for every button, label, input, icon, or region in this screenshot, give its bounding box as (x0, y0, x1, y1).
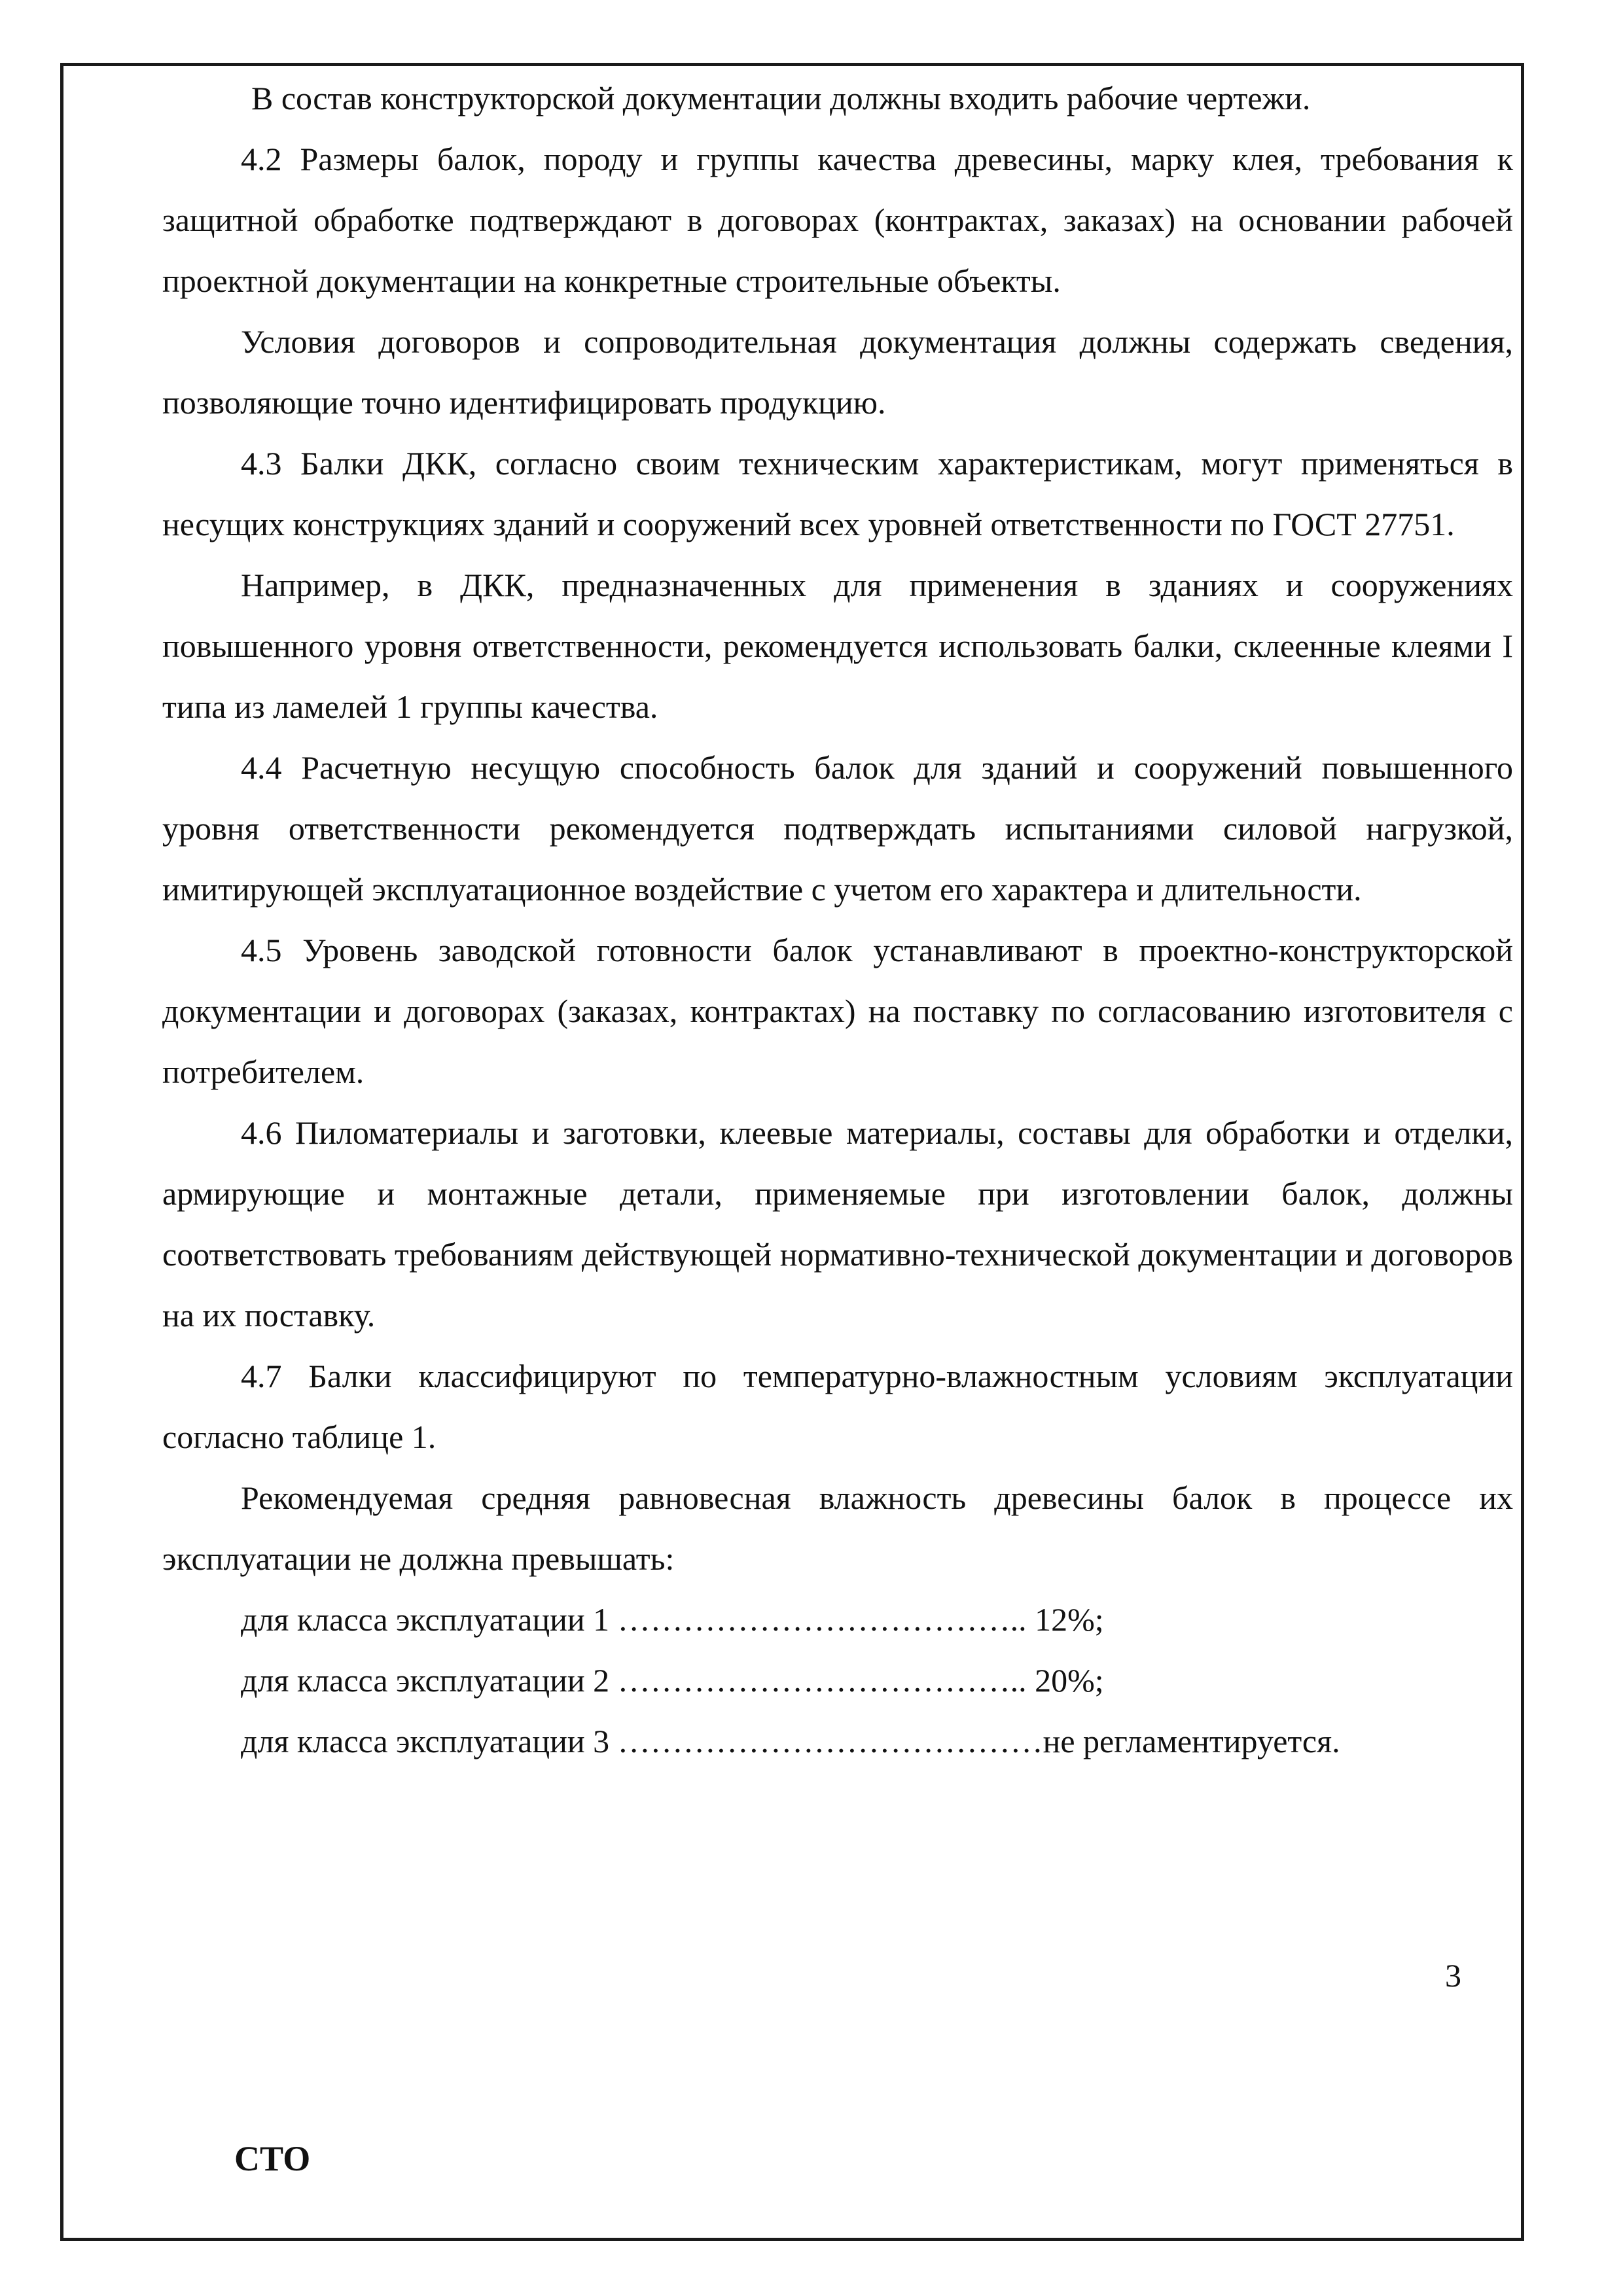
paragraph-contract-conditions: Условия договоров и сопроводительная документация должны содержать сведения, позволяющие точно идентифицировать продукцию. (162, 323, 1513, 421)
paragraph-moisture: Рекомендуемая средняя равновесная влажность древесины балок в процессе их эксплуатации не должна превышать: (162, 1479, 1513, 1577)
paragraph-4-7: 4.7 Балки классифицируют по температурно-влажностным условиям эксплуатации согласно таблице 1. (162, 1358, 1513, 1455)
moisture-list (162, 1589, 1513, 1772)
paragraph-example: Например, в ДКК, предназначенных для применения в зданиях и сооружениях повышенного уровня ответственности, рекомендуется использовать балки, склеенные клеями I типа из ламелей 1 группы качества. (162, 567, 1513, 725)
paragraph-4-2: 4.2 Размеры балок, породу и группы качества древесины, марку клея, требования к защитной обработке подтверждают в договорах (контрактах, заказах) на основании рабочей проектной документации на конкретные строительные объекты. (162, 141, 1513, 299)
footer-code: СТО (234, 2139, 311, 2178)
list-item: для класса эксплуатации 2 ……………………………….. 20%; (241, 1662, 1104, 1699)
paragraph-4-3: 4.3 Балки ДКК, согласно своим техническим характеристикам, могут применяться в несущих конструкциях зданий и сооружений всех уровней ответственности по ГОСТ 27751. (162, 445, 1513, 542)
paragraph-4-5: 4.5 Уровень заводской готовности балок устанавливают в проектно-конструкторской документации и договорах (заказах, контрактах) на поставку по согласованию изготовителя с потребителем. (162, 932, 1513, 1090)
list-item: для класса эксплуатации 1 ……………………………….. 12%; (241, 1601, 1104, 1638)
paragraph-4-6: 4.6 Пиломатериалы и заготовки, клеевые материалы, составы для обработки и отделки, армирующие и монтажные детали, применяемые при изготовлении балок, должны соответствовать требованиям действующей нормативно-технической документации и договоров на их поставку. (162, 1114, 1513, 1333)
document-body (162, 68, 1513, 1772)
list-item: для класса эксплуатации 3 …………………………………не регламентируется. (241, 1723, 1340, 1759)
paragraph-drawings: В состав конструкторской документации должны входить рабочие чертежи. (251, 80, 1311, 116)
paragraph-4-4: 4.4 Расчетную несущую способность балок для зданий и сооружений повышенного уровня ответственности рекомендуется подтверждать испытаниями силовой нагрузкой, имитирующей эксплуатационное воздействие с учетом его характера и длительности. (162, 749, 1513, 908)
page-number: 3 (1445, 1957, 1461, 1994)
